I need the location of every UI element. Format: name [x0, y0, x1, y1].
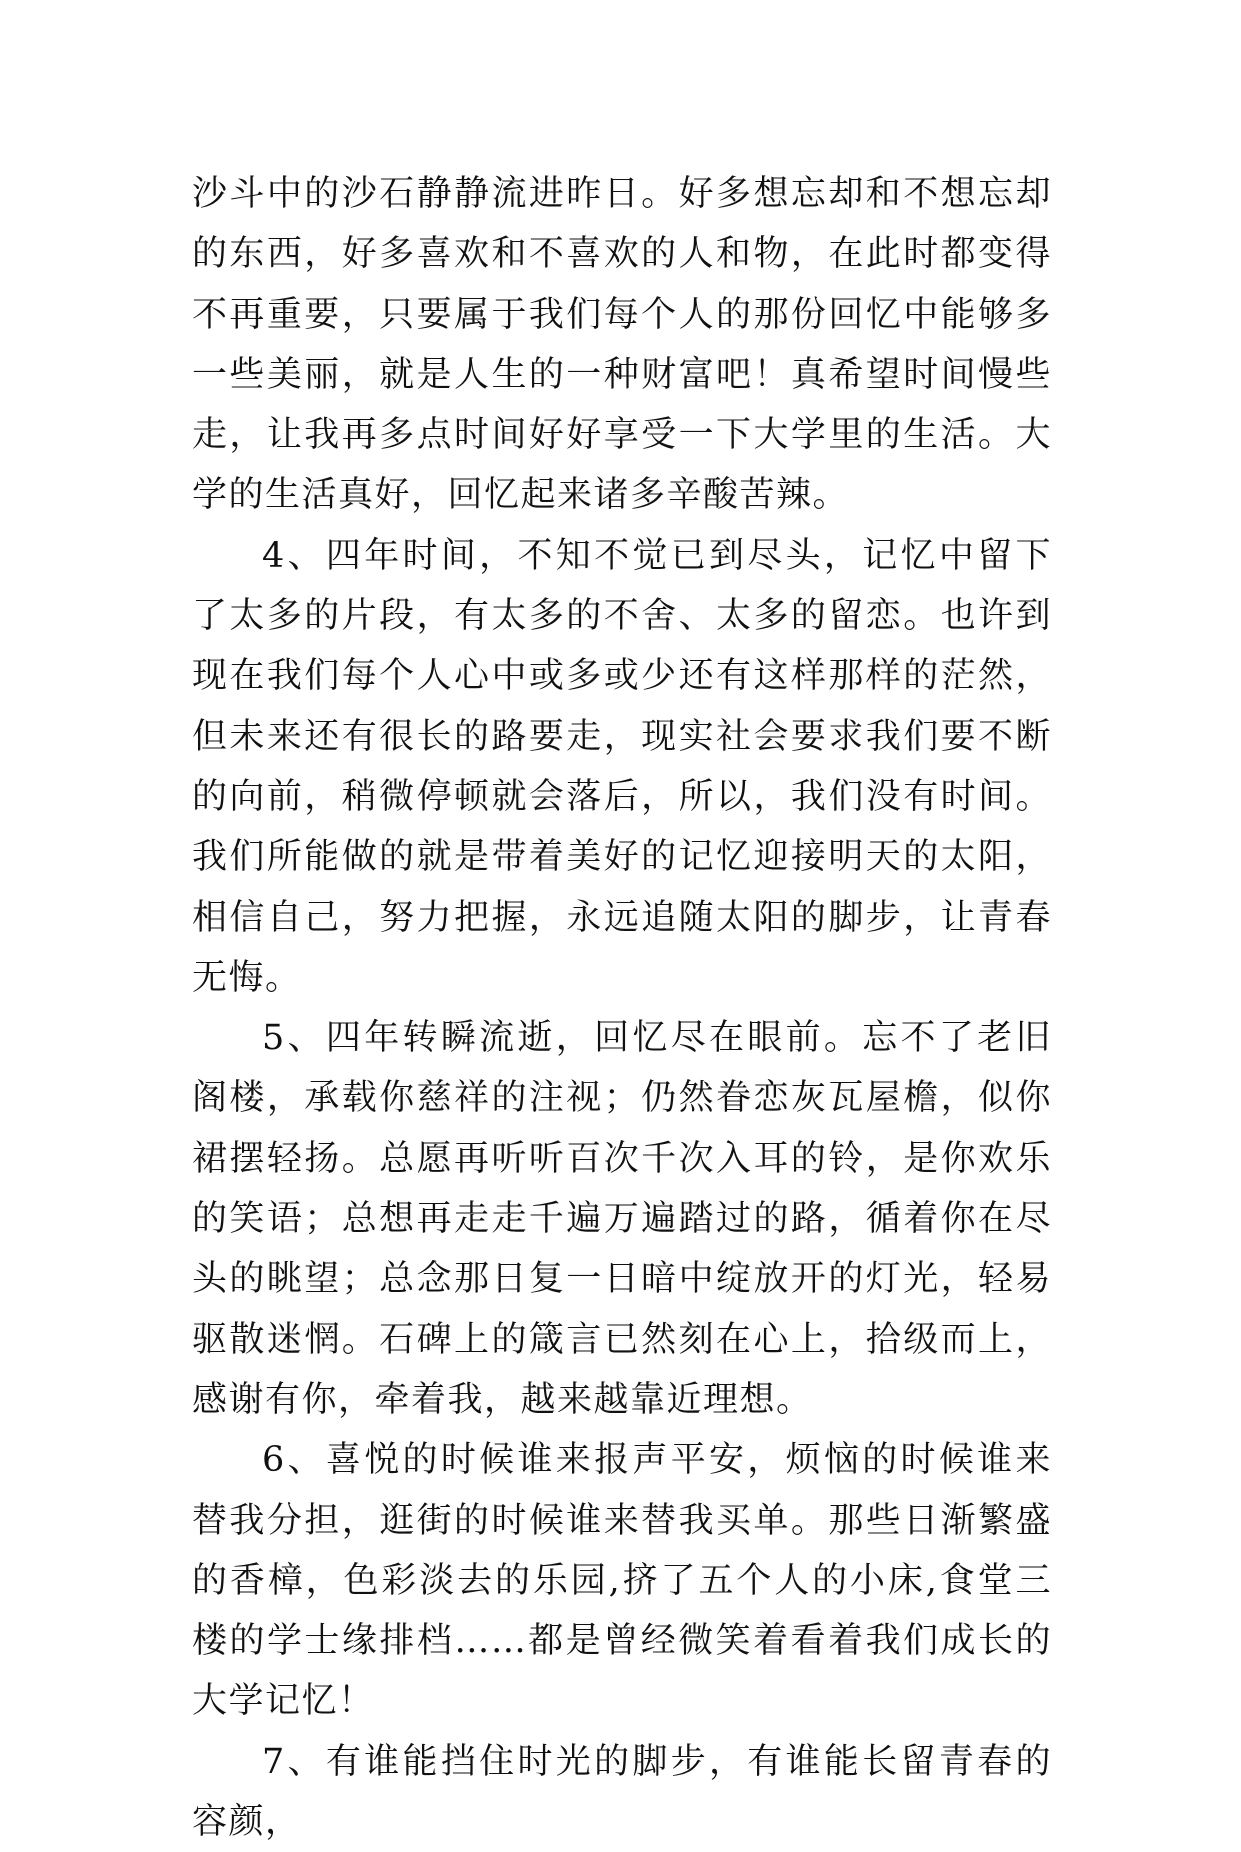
paragraph-item-7: 7、有谁能挡住时光的脚步，有谁能长留青春的容颜，: [192, 1741, 1052, 1843]
paragraph-item-6: 6、喜悦的时候谁来报声平安，烦恼的时候谁来替我分担，逛街的时候谁来替我买单。那些日渐繁盛的香樟，色彩淡去的乐园,挤了五个人的小床,食堂三楼的学士缘排档……都是曾经微笑着看着我们成长的大学记忆！: [192, 1440, 1052, 1722]
paragraph-continuation: 沙斗中的沙石静静流进昨日。好多想忘却和不想忘却的东西，好多喜欢和不喜欢的人和物，在此时都变得不再重要，只要属于我们每个人的那份回忆中能够多一些美丽，就是人生的一种财富吧！真希望时间慢些走，让我再多点时间好好享受一下大学里的生活。大学的生活真好，回忆起来诸多辛酸苦辣。: [192, 174, 1052, 516]
paragraph-item-5: 5、四年转瞬流逝，回忆尽在眼前。忘不了老旧阁楼，承载你慈祥的注视；仍然眷恋灰瓦屋檐，似你裙摆轻扬。总愿再听听百次千次入耳的铃，是你欢乐的笑语；总想再走走千遍万遍踏过的路，循着你在尽头的眺望；总念那日复一日暗中绽放开的灯光，轻易驱散迷惘。石碑上的箴言已然刻在心上，拾级而上，感谢有你，牵着我，越来越靠近理想。: [192, 1018, 1052, 1420]
document-body: [192, 164, 1052, 1852]
paragraph-item-4: 4、四年时间，不知不觉已到尽头，记忆中留下了太多的片段，有太多的不舍、太多的留恋。也许到现在我们每个人心中或多或少还有这样那样的茫然，但未来还有很长的路要走，现实社会要求我们要不断的向前，稍微停顿就会落后，所以，我们没有时间。我们所能做的就是带着美好的记忆迎接明天的太阳，相信自己，努力把握，永远追随太阳的脚步，让青春无悔。: [192, 535, 1052, 998]
